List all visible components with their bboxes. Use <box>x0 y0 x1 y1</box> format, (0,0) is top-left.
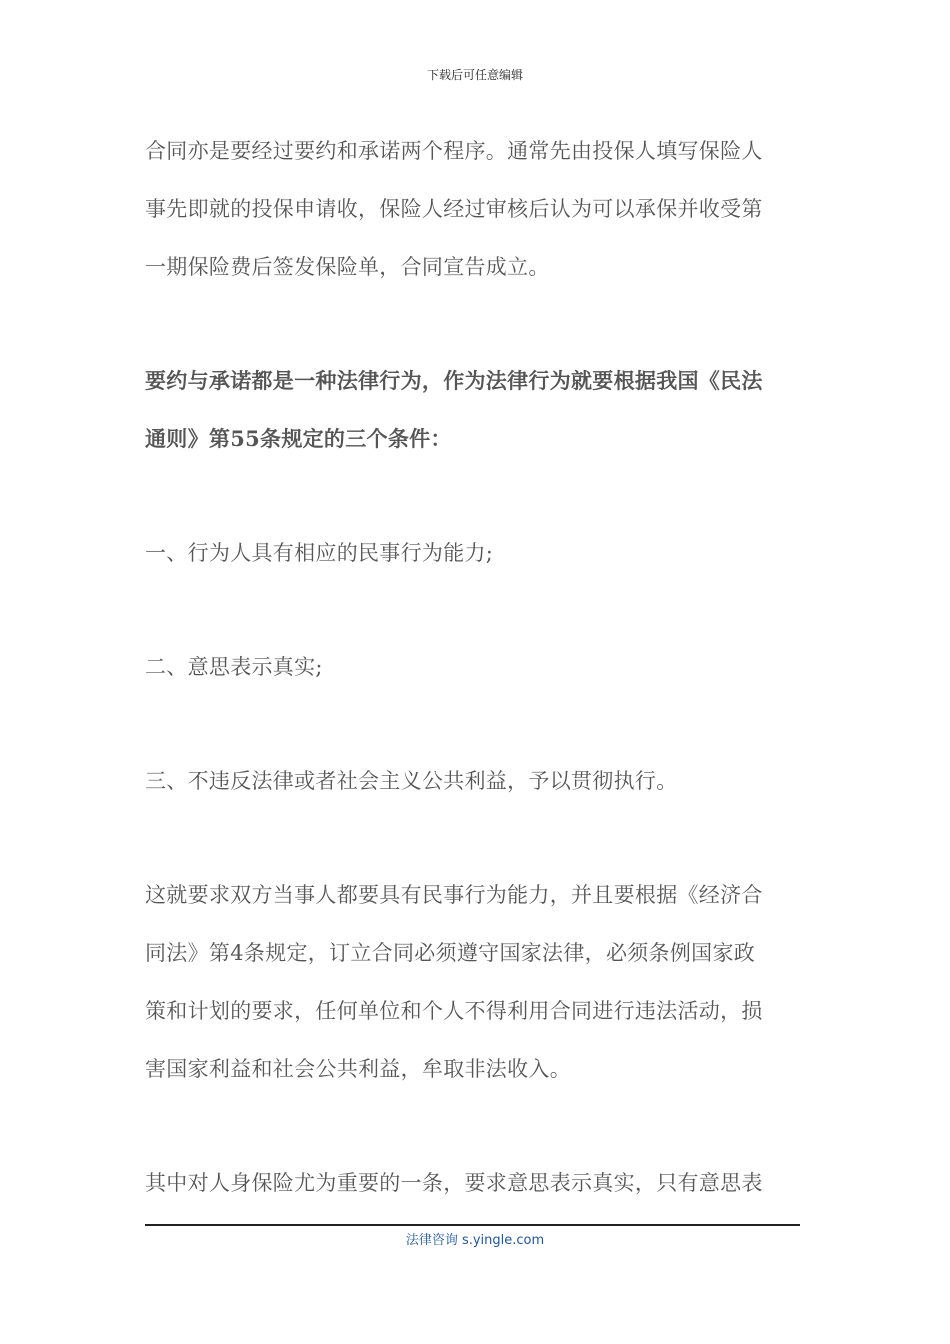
paragraph-personal-insurance <box>145 1154 810 1212</box>
text-line: 二、意思表示真实; <box>145 655 323 679</box>
footer-divider <box>145 1224 800 1226</box>
text-line: 三、不违反法律或者社会主义公共利益，予以贯彻执行。 <box>145 769 678 793</box>
text-line: 一期保险费后签发保险单，合同宣告成立。 <box>145 255 550 279</box>
text-line: 害国家利益和社会公共利益，牟取非法收入。 <box>145 1057 571 1081</box>
paragraph-condition-two <box>145 638 810 696</box>
text-line: 同法》第4条规定，订立合同必须遵守国家法律，必须条例国家政 <box>145 941 756 965</box>
text-line: 一、行为人具有相应的民事行为能力; <box>145 541 494 565</box>
text-line: 其中对人身保险尤为重要的一条，要求意思表示真实，只有意思表 <box>145 1171 763 1195</box>
text-line: 合同亦是要经过要约和承诺两个程序。通常先由投保人填写保险人 <box>145 139 763 163</box>
page-header: 下载后可任意编辑 <box>426 68 523 82</box>
text-line: 事先即就的投保申请收，保险人经过审核后认为可以承保并收受第 <box>145 197 763 221</box>
paragraph-economic-contract-law <box>145 866 810 1098</box>
text-line: 策和计划的要求，任何单位和个人不得利用合同进行违法活动，损 <box>145 999 763 1023</box>
paragraph-condition-one <box>145 524 810 582</box>
paragraph-contract-procedure <box>145 122 810 296</box>
paragraph-condition-three <box>145 752 810 810</box>
text-line: 要约与承诺都是一种法律行为，作为法律行为就要根据我国《民法 <box>145 368 763 393</box>
text-line: 通则》第55条规定的三个条件： <box>145 426 452 451</box>
document-body <box>145 122 810 1212</box>
text-line: 这就要求双方当事人都要具有民事行为能力，并且要根据《经济合 <box>145 883 763 907</box>
footer-link[interactable]: 法律咨询 s.yingle.com <box>405 1233 545 1248</box>
paragraph-legal-conditions <box>145 352 810 468</box>
